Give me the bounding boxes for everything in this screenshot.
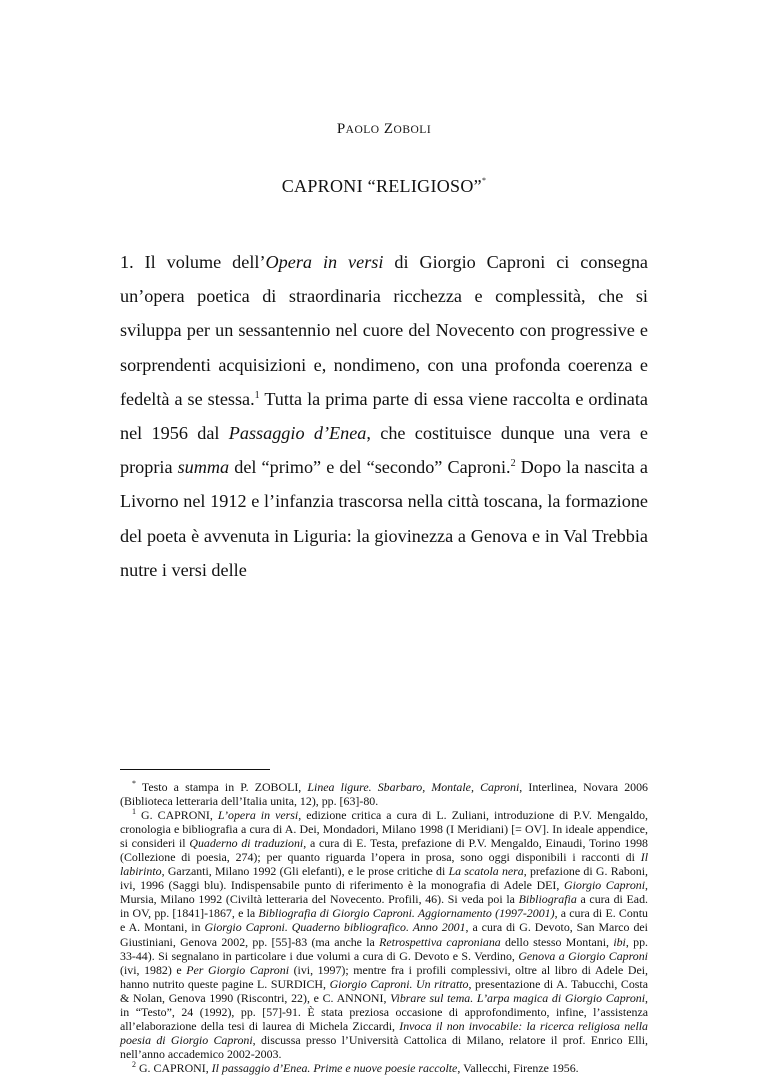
small-caps-run: APRONI <box>161 1060 206 1075</box>
text-run: , <box>556 878 564 893</box>
italic-run: ibi <box>613 934 626 949</box>
text-run: G. C <box>136 1060 162 1075</box>
footnote-mark: 2 <box>132 1059 136 1069</box>
text-run: (ivi, 1982) e <box>120 962 187 977</box>
italic-run: L’opera in versi <box>217 808 299 823</box>
footnote-separator <box>120 769 270 770</box>
text-run: a cura di Ead. in OV, pp. [1841]-1867, e la <box>120 892 648 921</box>
italic-run: Per Giorgio Caproni <box>186 962 289 977</box>
small-caps-run: NNONI <box>345 990 384 1005</box>
footnote-mark: * <box>132 779 136 789</box>
italic-run: Bibliografia <box>518 892 577 907</box>
text-run: , a cura di E. Contu e A. Montani, in <box>120 906 648 935</box>
footnotes <box>120 780 648 1075</box>
italic-run: La scatola nera <box>448 864 524 879</box>
text-run: , in “Testo”, 24 (1992), pp. [57]-91. È stata preziosa occasione di approfondimento, infine, l’assistenza all’elaborazione della tesi di laurea di Michela Ziccardi, <box>120 990 648 1033</box>
italic-run: Giorgio Caproni. Quaderno bibliografico. Anno 2001 <box>204 920 466 935</box>
small-caps-run: APRONI <box>165 808 210 823</box>
italic-run: Giorgio Caproni <box>563 878 646 893</box>
text-run: , Garzanti, Milano 1992 (Gli elefanti), e le prose critiche di <box>161 864 449 879</box>
text-run: , a cura di E. Testa, prefazione di P.V. Mengaldo, Einaudi, Torino 1998 (Collezione di poesia, 274); per quanto riguarda l’opera in prosa, sono oggi disponibili i racconti di <box>120 836 649 865</box>
footnote-2 <box>120 1061 648 1075</box>
text-run: , <box>298 780 308 794</box>
italic-run: Il passaggio d’Enea. Prime e nuove poesie raccolte <box>211 1060 458 1075</box>
italic-run: Genova a Giorgio Caproni <box>518 948 648 963</box>
text-run: , prefazione di G. Raboni, ivi, 1996 (Saggi blu). Indispensabile punto di riferimento è la monografia di Adele D <box>120 864 649 893</box>
text-run: , pp. 33-44). Si segnalano in particolare i due volumi a cura di G. Devoto e S. Verdino, <box>120 934 648 963</box>
text-run: Dopo la nascita a Livorno nel 1912 e l’infanzia trascorsa nella città toscana, la formazione del poeta è avvenuta in Liguria: la giovinezza a Genova e in Val Trebbia nutre i versi delle <box>120 457 649 580</box>
author-first-initial: P <box>336 121 346 137</box>
text-run: , Interlinea, Novara 2006 (Biblioteca letteraria dell’Italia unita, 12), pp. [63]-80. <box>120 780 648 809</box>
text-run: , Mursia, Milano 1992 (Civiltà letteraria del Novecento. Profili, 46). Si veda poi la <box>120 878 648 907</box>
text-run: Testo a stampa in P. Z <box>136 780 262 794</box>
title-footnote-mark: * <box>481 176 487 185</box>
italic-run: Retrospettiva caproniana <box>379 934 501 949</box>
italic-run: summa <box>177 457 230 478</box>
text-run: 1. Il volume dell’ <box>120 252 266 272</box>
text-run: , <box>205 1060 212 1075</box>
footnote-ref-1: 1 <box>254 389 260 401</box>
footnote-star <box>120 780 648 808</box>
text-run: , presentazione di A. Tabucchi, Costa & Nolan, Genova 1990 (Riscontri, 22), e C. A <box>120 976 648 1005</box>
text-run: , <box>323 976 330 991</box>
text-run: , <box>383 990 391 1005</box>
footnote-mark: 1 <box>132 807 136 817</box>
italic-run: Passaggio d’Enea <box>228 423 367 444</box>
text-run: , edizione critica a cura di L. Zuliani, introduzione di P.V. Mengaldo, cronologia e bibliografia a cura di A. Dei, Mondadori, Milano 1998 (I Meridiani) [= OV]. In ideale appendice, si consideri il <box>120 808 649 851</box>
text-run: (ivi, 1997); mentre fra i profili complessivi, oltre al libro di Adele Dei, hanno nutrito queste pagine L. S <box>120 962 649 991</box>
italic-run: Invoca il non invocabile: la ricerca religiosa nella poesia di Giorgio Caproni <box>120 1018 648 1047</box>
italic-run: Giorgio Caproni. Un ritratto <box>329 976 469 991</box>
article-title <box>0 176 768 197</box>
author-first-rest: AOLO <box>345 124 380 136</box>
small-caps-run: OBOLI <box>261 780 299 794</box>
italic-run: Vibrare sul tema. L’arpa magica di Giorgio Caproni <box>390 990 646 1005</box>
footnote-ref-2: 2 <box>510 458 516 470</box>
italic-run: Linea ligure. Sbarbaro, Montale, Caproni <box>307 780 520 794</box>
text-run: del “primo” e del “secondo” Caproni. <box>229 457 511 478</box>
body-text <box>120 245 648 587</box>
author-last-initial: Z <box>383 121 394 137</box>
italic-run: Quaderno di traduzioni <box>189 836 304 851</box>
italic-run: Bibliografia di Giorgio Caproni. Aggiornamento (1997-2001) <box>258 906 555 921</box>
text-run: , Vallecchi, Firenze 1956. <box>457 1060 579 1075</box>
text-run: Tutta la prima parte di essa viene raccolta e ordinata nel 1956 dal <box>120 388 648 444</box>
small-caps-run: URDICH <box>277 976 324 991</box>
text-run: , a cura di G. Devoto, San Marco dei Giustiniani, Genova 2002, pp. [55]-83 (ma anche la <box>120 920 648 949</box>
text-run: G. C <box>136 808 166 823</box>
text-run: dello stesso Montani, <box>500 934 614 949</box>
title-text: CAPRONI “RELIGIOSO” <box>281 176 482 196</box>
text-run: , <box>209 808 218 823</box>
paragraph-1 <box>120 245 648 587</box>
author-last-rest: OBOLI <box>393 124 432 136</box>
italic-run: Opera in versi <box>265 252 384 272</box>
author-name <box>0 121 768 138</box>
small-caps-run: EI <box>545 878 557 893</box>
text-run: , che costituisce dunque una vera e propria <box>120 423 648 478</box>
text-run: di Giorgio Caproni ci consegna un’opera poetica di straordinaria ricchezza e complessità, che si sviluppa per un sessantennio nel cuore del Novecento con progressive e sorprendenti acquisizioni e, nondimeno, con una profonda coerenza e fedeltà a se stessa. <box>120 252 648 409</box>
footnote-1 <box>120 808 648 1061</box>
italic-run: Il labirinto <box>120 850 648 879</box>
text-run: , discussa presso l’Università Cattolica di Milano, relatore il prof. Enrico Elli, nell’anno accademico 2002-2003. <box>120 1032 648 1061</box>
